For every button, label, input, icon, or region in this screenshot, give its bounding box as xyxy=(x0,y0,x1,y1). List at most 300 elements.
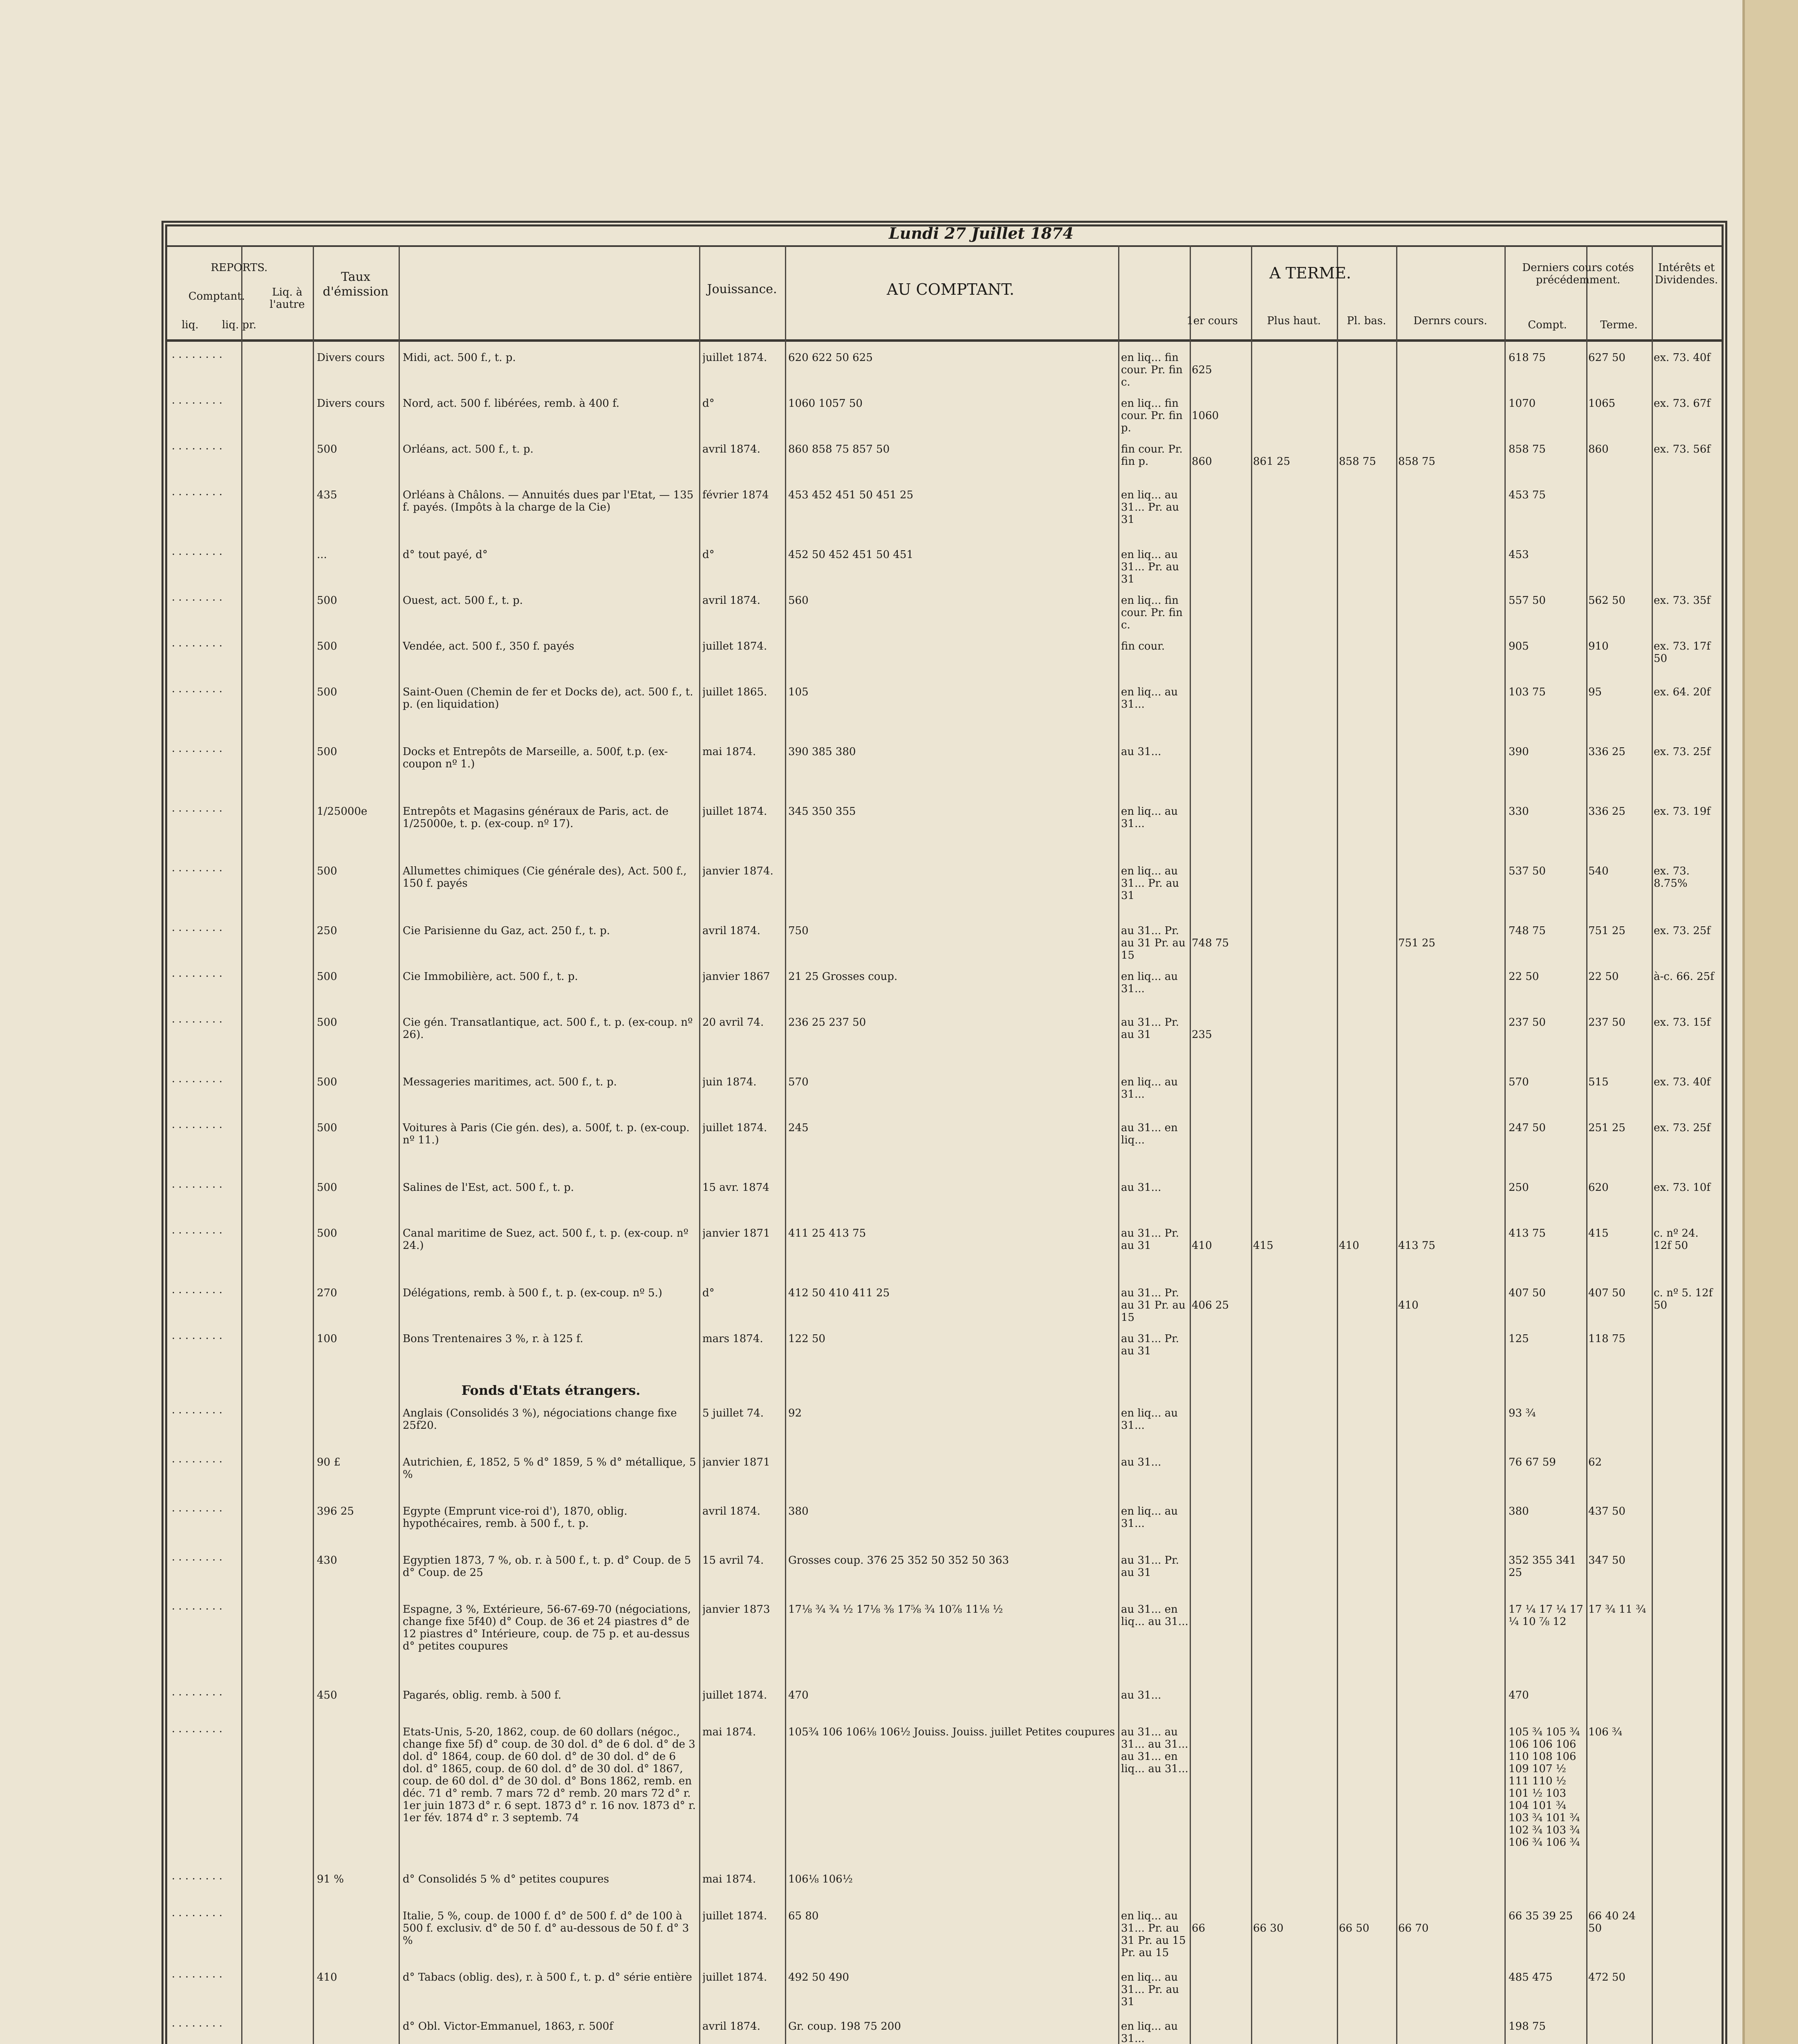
security-name: Nord, act. 500 f. libérées, remb. à 400 f. xyxy=(403,397,620,410)
premier-cours-cell: 625 xyxy=(1192,364,1212,376)
jouissance-cell: d° xyxy=(702,1287,715,1299)
header-liq-autre: Liq. à l'autre xyxy=(269,286,305,311)
comptant-cell: 470 xyxy=(788,1689,809,1701)
dividend-cell: c. nº 24. 12f 50 xyxy=(1654,1227,1699,1252)
prev-terme-cell: 860 xyxy=(1588,443,1609,455)
header-pl-bas: Pl. bas. xyxy=(1347,315,1386,327)
jouissance-cell: janvier 1871 xyxy=(702,1456,770,1468)
terme-label: en liq... fin cour. Pr. fin c. xyxy=(1121,352,1183,388)
terme-label: en liq... au 31... xyxy=(1121,1505,1178,1530)
prev-terme-cell: 472 50 xyxy=(1588,1971,1625,1983)
prev-comptant-cell: 330 xyxy=(1509,805,1529,818)
reports-dots: · · · · · · · · xyxy=(172,1181,222,1194)
reports-dots: · · · · · · · · xyxy=(172,1076,222,1088)
security-name: Anglais (Consolidés 3 %), négociations change fixe 25f20. xyxy=(403,1407,677,1432)
prev-terme-cell: 1065 xyxy=(1588,397,1616,410)
comptant-cell: 105¾ 106 106⅛ 106½ Jouiss. Jouiss. juillet Petites coupures xyxy=(788,1726,1115,1738)
reports-dots: · · · · · · · · xyxy=(172,1554,222,1567)
column-divider xyxy=(313,245,314,2044)
jouissance-cell: juillet 1874. xyxy=(702,805,767,818)
terme-label: au 31... xyxy=(1121,1181,1161,1194)
prev-terme-cell: 407 50 xyxy=(1588,1287,1625,1299)
taux-cell: 500 xyxy=(317,1122,337,1134)
taux-cell: 250 xyxy=(317,925,337,937)
terme-label: en liq... au 31... Pr. au 31 xyxy=(1121,1971,1179,2008)
premier-cours-cell: 410 xyxy=(1192,1239,1212,1252)
prev-terme-cell: 627 50 xyxy=(1588,352,1625,364)
prev-terme-cell: 106 ¾ xyxy=(1588,1726,1623,1738)
reports-dots: · · · · · · · · xyxy=(172,1910,222,1922)
comptant-cell: 17⅛ ¾ ¾ ½ 17⅛ ⅜ 17⅝ ¾ 10⅞ 11⅛ ½ xyxy=(788,1603,1003,1616)
jouissance-cell: janvier 1873 xyxy=(702,1603,770,1616)
jouissance-cell: avril 1874. xyxy=(702,443,760,455)
prev-comptant-cell: 76 67 59 xyxy=(1509,1456,1556,1468)
prev-terme-cell: 22 50 xyxy=(1588,970,1619,983)
taux-cell: 91 % xyxy=(317,1873,344,1885)
dividend-cell: ex. 73. 25f xyxy=(1654,925,1711,937)
jouissance-cell: janvier 1871 xyxy=(702,1227,770,1239)
security-name: Salines de l'Est, act. 500 f., t. p. xyxy=(403,1181,574,1194)
plus-bas-cell: 858 75 xyxy=(1339,455,1376,468)
jouissance-cell: juillet 1874. xyxy=(702,352,767,364)
taux-cell: 500 xyxy=(317,686,337,698)
header-au-comptant: AU COMPTANT. xyxy=(886,280,1015,298)
taux-cell: 430 xyxy=(317,1554,337,1567)
dividend-cell: ex. 64. 20f xyxy=(1654,686,1711,698)
security-name: d° tout payé, d° xyxy=(403,549,488,561)
taux-cell: 396 25 xyxy=(317,1505,354,1517)
prev-terme-cell: 540 xyxy=(1588,865,1609,877)
jouissance-cell: mai 1874. xyxy=(702,746,756,758)
taux-cell: ... xyxy=(317,549,327,561)
security-name: Egyptien 1873, 7 %, ob. r. à 500 f., t. p. d° Coup. de 5 d° Coup. de 25 xyxy=(403,1554,691,1579)
prev-comptant-cell: 17 ¼ 17 ¼ 17 ¼ 10 ⅞ 12 xyxy=(1509,1603,1583,1628)
dividend-cell: ex. 73. 25f xyxy=(1654,746,1711,758)
terme-label: fin cour. Pr. fin p. xyxy=(1121,443,1183,468)
taux-cell: 500 xyxy=(317,594,337,607)
security-name: Midi, act. 500 f., t. p. xyxy=(403,352,516,364)
prev-terme-cell: 437 50 xyxy=(1588,1505,1625,1517)
plus-bas-cell: 66 50 xyxy=(1339,1922,1370,1934)
reports-dots: · · · · · · · · xyxy=(172,397,222,410)
taux-cell: 100 xyxy=(317,1333,337,1345)
prev-comptant-cell: 1070 xyxy=(1509,397,1536,410)
reports-dots: · · · · · · · · xyxy=(172,1873,222,1885)
terme-label: au 31... Pr. au 31 xyxy=(1121,1333,1179,1357)
prev-comptant-cell: 618 75 xyxy=(1509,352,1546,364)
plus-bas-cell: 410 xyxy=(1339,1239,1359,1252)
security-name: Orléans, act. 500 f., t. p. xyxy=(403,443,534,455)
terme-label: au 31... en liq... au 31... xyxy=(1121,1603,1188,1628)
prev-comptant-cell: 125 xyxy=(1509,1333,1529,1345)
terme-label: en liq... au 31... xyxy=(1121,1407,1178,1432)
taux-cell: 500 xyxy=(317,970,337,983)
comptant-cell: 453 452 451 50 451 25 xyxy=(788,489,913,501)
jouissance-cell: 15 avr. 1874 xyxy=(702,1181,769,1194)
header-dernier-cours: Dernrs cours. xyxy=(1413,315,1487,327)
terme-label: au 31... xyxy=(1121,746,1161,758)
reports-dots: · · · · · · · · xyxy=(172,352,222,364)
header-comptant: Comptant. xyxy=(188,290,245,303)
comptant-cell: Grosses coup. 376 25 352 50 352 50 363 xyxy=(788,1554,1009,1567)
prev-comptant-cell: 198 75 xyxy=(1509,2020,1546,2033)
prev-comptant-cell: 22 50 xyxy=(1509,970,1539,983)
prev-comptant-cell: 352 355 341 25 xyxy=(1509,1554,1576,1579)
prev-comptant-cell: 407 50 xyxy=(1509,1287,1546,1299)
comptant-cell: 560 xyxy=(788,594,809,607)
header-plus-haut: Plus haut. xyxy=(1267,315,1321,327)
reports-dots: · · · · · · · · xyxy=(172,1122,222,1134)
jouissance-cell: mai 1874. xyxy=(702,1873,756,1885)
taux-cell: 90 £ xyxy=(317,1456,341,1468)
terme-label: en liq... fin cour. Pr. fin p. xyxy=(1121,397,1183,434)
dernier-cours-cell: 66 70 xyxy=(1398,1922,1429,1934)
jouissance-cell: avril 1874. xyxy=(702,2020,760,2033)
taux-cell: Divers cours xyxy=(317,352,385,364)
prev-terme-cell: 347 50 xyxy=(1588,1554,1625,1567)
jouissance-cell: juillet 1874. xyxy=(702,1689,767,1701)
security-name: d° Consolidés 5 % d° petites coupures xyxy=(403,1873,609,1885)
prev-terme-cell: 336 25 xyxy=(1588,746,1625,758)
reports-dots: · · · · · · · · xyxy=(172,1505,222,1517)
reports-dots: · · · · · · · · xyxy=(172,1227,222,1239)
reports-dots: · · · · · · · · xyxy=(172,2020,222,2033)
dividend-cell: ex. 73. 10f xyxy=(1654,1181,1711,1194)
prev-comptant-cell: 453 xyxy=(1509,549,1529,561)
security-name: Délégations, remb. à 500 f., t. p. (ex-coup. nº 5.) xyxy=(403,1287,662,1299)
security-name: d° Tabacs (oblig. des), r. à 500 f., t. p. d° série entière xyxy=(403,1971,692,1983)
reports-dots: · · · · · · · · xyxy=(172,640,222,652)
premier-cours-cell: 1060 xyxy=(1192,410,1219,422)
column-divider xyxy=(1652,245,1653,2044)
jouissance-cell: juillet 1874. xyxy=(702,1971,767,1983)
header-derniers-cours: Derniers cours cotés précédemment. xyxy=(1522,262,1634,286)
taux-cell: 500 xyxy=(317,1181,337,1194)
terme-label: au 31... Pr. au 31 xyxy=(1121,1554,1179,1579)
jouissance-cell: avril 1874. xyxy=(702,594,760,607)
prev-terme-cell: 515 xyxy=(1588,1076,1609,1088)
comptant-cell: 21 25 Grosses coup. xyxy=(788,970,898,983)
terme-label: fin cour. xyxy=(1121,640,1165,652)
comptant-cell: 65 80 xyxy=(788,1910,819,1922)
dernier-cours-cell: 858 75 xyxy=(1398,455,1435,468)
security-name: d° Obl. Victor-Emmanuel, 1863, r. 500f xyxy=(403,2020,613,2033)
taux-cell: 1/25000e xyxy=(317,805,368,818)
reports-dots: · · · · · · · · xyxy=(172,443,222,455)
security-name: Etats-Unis, 5-20, 1862, coup. de 60 dollars (négoc., change fixe 5f) d° coup. de 30 dol. d° de 6 dol. d° de 3 dol. d° 1864, coup. de 60 dol. d° de 30 dol. d° de 6 dol. d° 1865, coup. de 60 dol. d° de 30 dol. d° 1867, coup. de 60 dol. d° de 30 dol. d° Bons 1862, remb. en déc. 71 d° remb. 7 mars 72 d° remb. 20 mars 72 d° r. 1er juin 1873 d° r. 6 sept. 1873 d° r. 16 nov. 1873 d° r. 1er fév. 1874 d° r. 3 septemb. 74 xyxy=(403,1726,696,1824)
jouissance-cell: mars 1874. xyxy=(702,1333,763,1345)
terme-label: en liq... au 31... xyxy=(1121,805,1178,830)
taux-cell: 500 xyxy=(317,865,337,877)
prev-terme-cell: 620 xyxy=(1588,1181,1609,1194)
prev-comptant-cell: 557 50 xyxy=(1509,594,1546,607)
header-bottom-rule xyxy=(167,339,1722,342)
column-divider xyxy=(241,245,242,2044)
terme-label: au 31... xyxy=(1121,1456,1161,1468)
comptant-cell: Gr. coup. 198 75 200 xyxy=(788,2020,901,2033)
jouissance-cell: mai 1874. xyxy=(702,1726,756,1738)
prev-comptant-cell: 93 ¾ xyxy=(1509,1407,1536,1419)
terme-label: au 31... Pr. au 31 Pr. au 15 xyxy=(1121,1287,1186,1324)
comptant-cell: 390 385 380 xyxy=(788,746,856,758)
premier-cours-cell: 235 xyxy=(1192,1029,1212,1041)
terme-label: en liq... au 31... Pr. au 31 xyxy=(1121,549,1179,585)
reports-dots: · · · · · · · · xyxy=(172,489,222,501)
security-name: Voitures à Paris (Cie gén. des), a. 500f, t. p. (ex-coup. nº 11.) xyxy=(403,1122,690,1146)
prev-comptant-cell: 470 xyxy=(1509,1689,1529,1701)
comptant-cell: 1060 1057 50 xyxy=(788,397,863,410)
header-interets: Intérêts et Dividendes. xyxy=(1655,262,1718,286)
reports-dots: · · · · · · · · xyxy=(172,746,222,758)
column-divider xyxy=(1396,245,1397,2044)
security-name: Canal maritime de Suez, act. 500 f., t. p. (ex-coup. nº 24.) xyxy=(403,1227,688,1252)
prev-comptant-cell: 390 xyxy=(1509,746,1529,758)
prev-terme-cell: 118 75 xyxy=(1588,1333,1625,1345)
terme-label: au 31... Pr. au 31 xyxy=(1121,1227,1179,1252)
reports-dots: · · · · · · · · xyxy=(172,594,222,607)
terme-label: en liq... au 31... Pr. au 31 Pr. au 15 Pr. au 15 xyxy=(1121,1910,1186,1959)
taux-cell: 500 xyxy=(317,1076,337,1088)
prev-terme-cell: 751 25 xyxy=(1588,925,1625,937)
prev-comptant-cell: 537 50 xyxy=(1509,865,1546,877)
dividend-cell: à-c. 66. 25f xyxy=(1654,970,1714,983)
dernier-cours-cell: 413 75 xyxy=(1398,1239,1435,1252)
plus-haut-cell: 861 25 xyxy=(1253,455,1290,468)
plus-haut-cell: 66 30 xyxy=(1253,1922,1284,1934)
prev-terme-cell: 336 25 xyxy=(1588,805,1625,818)
column-divider xyxy=(785,245,786,2044)
prev-comptant-cell: 237 50 xyxy=(1509,1016,1546,1029)
taux-cell: 500 xyxy=(317,1016,337,1029)
column-divider xyxy=(1337,245,1338,2044)
dernier-cours-cell: 410 xyxy=(1398,1299,1419,1311)
security-name: Ouest, act. 500 f., t. p. xyxy=(403,594,523,607)
header-premier-cours: 1er cours xyxy=(1186,315,1238,327)
jouissance-cell: juillet 1874. xyxy=(702,1122,767,1134)
prev-terme-cell: 237 50 xyxy=(1588,1016,1625,1029)
reports-dots: · · · · · · · · xyxy=(172,805,222,818)
column-divider xyxy=(1251,245,1252,2044)
taux-cell: 500 xyxy=(317,746,337,758)
prev-terme-cell: 66 40 24 50 xyxy=(1588,1910,1636,1934)
taux-cell: 270 xyxy=(317,1287,337,1299)
comptant-cell: 105 xyxy=(788,686,809,698)
reports-dots: · · · · · · · · xyxy=(172,1971,222,1983)
prev-comptant-cell: 748 75 xyxy=(1509,925,1546,937)
comptant-cell: 106⅛ 106½ xyxy=(788,1873,853,1885)
dividend-cell: c. nº 5. 12f 50 xyxy=(1654,1287,1713,1311)
prev-comptant-cell: 858 75 xyxy=(1509,443,1546,455)
adjacent-page-edge xyxy=(1742,0,1798,2044)
terme-label: au 31... au 31... au 31... au 31... en liq... au 31... xyxy=(1121,1726,1188,1775)
jouissance-cell: juin 1874. xyxy=(702,1076,757,1088)
comptant-cell: 452 50 452 451 50 451 xyxy=(788,549,913,561)
prev-comptant-cell: 570 xyxy=(1509,1076,1529,1088)
column-divider xyxy=(1118,245,1119,2044)
comptant-cell: 750 xyxy=(788,925,809,937)
taux-cell: 500 xyxy=(317,640,337,652)
terme-label: au 31... xyxy=(1121,1689,1161,1701)
comptant-cell: 620 622 50 625 xyxy=(788,352,873,364)
prev-comptant-cell: 250 xyxy=(1509,1181,1529,1194)
prev-terme-cell: 415 xyxy=(1588,1227,1609,1239)
jouissance-cell: 20 avril 74. xyxy=(702,1016,764,1029)
jouissance-cell: janvier 1867 xyxy=(702,970,770,983)
terme-label: au 31... en liq... xyxy=(1121,1122,1178,1146)
dividend-cell: ex. 73. 17f 50 xyxy=(1654,640,1711,665)
reports-dots: · · · · · · · · xyxy=(172,865,222,877)
header-taux: Taux d'émission xyxy=(323,270,389,299)
security-name: Allumettes chimiques (Cie générale des), Act. 500 f., 150 f. payés xyxy=(403,865,687,890)
header-terme: Terme. xyxy=(1600,319,1638,331)
terme-label: en liq... au 31... Pr. au 31 xyxy=(1121,865,1179,902)
jouissance-cell: 5 juillet 74. xyxy=(702,1407,764,1419)
terme-label: en liq... au 31... xyxy=(1121,686,1178,710)
terme-label: au 31... Pr. au 31 xyxy=(1121,1016,1179,1041)
header-liq-pr: liq. pr. xyxy=(222,319,257,331)
security-name: Vendée, act. 500 f., 350 f. payés xyxy=(403,640,574,652)
column-divider xyxy=(399,245,400,2044)
dividend-cell: ex. 73. 56f xyxy=(1654,443,1711,455)
security-name: Orléans à Châlons. — Annuités dues par l'Etat, — 135 f. payés. (Impôts à la charge de la Cie) xyxy=(403,489,694,513)
terme-label: en liq... au 31... xyxy=(1121,970,1178,995)
comptant-cell: 570 xyxy=(788,1076,809,1088)
security-name: Cie Parisienne du Gaz, act. 250 f., t. p. xyxy=(403,925,610,937)
taux-cell: 500 xyxy=(317,443,337,455)
dividend-cell: ex. 73. 40f xyxy=(1654,1076,1711,1088)
reports-dots: · · · · · · · · xyxy=(172,686,222,698)
terme-label: en liq... au 31... xyxy=(1121,1076,1178,1100)
premier-cours-cell: 860 xyxy=(1192,455,1212,468)
terme-label: en liq... au 31... Pr. au 31 xyxy=(1121,489,1179,526)
jouissance-cell: avril 1874. xyxy=(702,1505,760,1517)
comptant-cell: 380 xyxy=(788,1505,809,1517)
premier-cours-cell: 748 75 xyxy=(1192,937,1229,949)
reports-dots: · · · · · · · · xyxy=(172,1016,222,1029)
reports-dots: · · · · · · · · xyxy=(172,1333,222,1345)
security-name: Egypte (Emprunt vice-roi d'), 1870, oblig. hypothécaires, remb. à 500 f., t. p. xyxy=(403,1505,628,1530)
section-foreign-funds: Fonds d'Etats étrangers. xyxy=(461,1383,641,1398)
security-name: Saint-Ouen (Chemin de fer et Docks de), act. 500 f., t. p. (en liquidation) xyxy=(403,686,693,710)
column-divider xyxy=(1586,245,1587,2044)
jouissance-cell: janvier 1874. xyxy=(702,865,773,877)
jouissance-cell: 15 avril 74. xyxy=(702,1554,764,1567)
security-name: Bons Trentenaires 3 %, r. à 125 f. xyxy=(403,1333,583,1345)
reports-dots: · · · · · · · · xyxy=(172,1407,222,1419)
reports-dots: · · · · · · · · xyxy=(172,1456,222,1468)
security-name: Italie, 5 %, coup. de 1000 f. d° de 500 f. d° de 100 à 500 f. exclusiv. d° de 50 f. d° au-dessous de 50 f. d° 3 % xyxy=(403,1910,689,1947)
dividend-cell: ex. 73. 19f xyxy=(1654,805,1711,818)
comptant-cell: 411 25 413 75 xyxy=(788,1227,866,1239)
prev-terme-cell: 62 xyxy=(1588,1456,1602,1468)
premier-cours-cell: 406 25 xyxy=(1192,1299,1229,1311)
security-name: Docks et Entrepôts de Marseille, a. 500f, t.p. (ex-coupon nº 1.) xyxy=(403,746,668,770)
jouissance-cell: d° xyxy=(702,549,715,561)
dividend-cell: ex. 73. 8.75% xyxy=(1654,865,1690,890)
security-name: Pagarés, oblig. remb. à 500 f. xyxy=(403,1689,562,1701)
jouissance-cell: avril 1874. xyxy=(702,925,760,937)
header-a-terme: A TERME. xyxy=(1269,264,1351,282)
taux-cell: 410 xyxy=(317,1971,337,1983)
comptant-cell: 412 50 410 411 25 xyxy=(788,1287,890,1299)
prev-comptant-cell: 247 50 xyxy=(1509,1122,1546,1134)
dividend-cell: ex. 73. 25f xyxy=(1654,1122,1711,1134)
prev-terme-cell: 562 50 xyxy=(1588,594,1625,607)
plus-haut-cell: 415 xyxy=(1253,1239,1273,1252)
prev-terme-cell: 95 xyxy=(1588,686,1602,698)
dividend-cell: ex. 73. 40f xyxy=(1654,352,1711,364)
header-top-rule xyxy=(167,245,1722,247)
column-divider xyxy=(1190,245,1191,2044)
reports-dots: · · · · · · · · xyxy=(172,925,222,937)
prev-comptant-cell: 105 ¾ 105 ¾ 106 106 106 110 108 106 109 107 ½ 111 110 ½ 101 ½ 103 104 101 ¾ 103 ¾ 101 ¾ 102 ¾ 103 ¾ 106 ¾ 106 ¾ xyxy=(1509,1726,1580,1849)
jouissance-cell: juillet 1865. xyxy=(702,686,767,698)
prev-terme-cell: 251 25 xyxy=(1588,1122,1625,1134)
prev-terme-cell: 910 xyxy=(1588,640,1609,652)
taux-cell: 450 xyxy=(317,1689,337,1701)
security-name: Autrichien, £, 1852, 5 % d° 1859, 5 % d° métallique, 5 % xyxy=(403,1456,696,1481)
taux-cell: 435 xyxy=(317,489,337,501)
column-divider xyxy=(1504,245,1506,2044)
reports-dots: · · · · · · · · xyxy=(172,1287,222,1299)
taux-cell: Divers cours xyxy=(317,397,385,410)
terme-label: au 31... Pr. au 31 Pr. au 15 xyxy=(1121,925,1186,961)
dividend-cell: ex. 73. 15f xyxy=(1654,1016,1711,1029)
prev-comptant-cell: 453 75 xyxy=(1509,489,1546,501)
terme-label: en liq... fin cour. Pr. fin c. xyxy=(1121,594,1183,631)
page-date: Lundi 27 Juillet 1874 xyxy=(889,224,1074,242)
prev-comptant-cell: 66 35 39 25 xyxy=(1509,1910,1573,1922)
security-name: Messageries maritimes, act. 500 f., t. p. xyxy=(403,1076,617,1088)
comptant-cell: 492 50 490 xyxy=(788,1971,849,1983)
column-divider xyxy=(699,245,700,2044)
header-reports: REPORTS. xyxy=(211,262,268,274)
prev-comptant-cell: 103 75 xyxy=(1509,686,1546,698)
terme-label: en liq... au 31... xyxy=(1121,2020,1178,2044)
prev-comptant-cell: 380 xyxy=(1509,1505,1529,1517)
reports-dots: · · · · · · · · xyxy=(172,1689,222,1701)
premier-cours-cell: 66 xyxy=(1192,1922,1206,1934)
security-name: Entrepôts et Magasins généraux de Paris, act. de 1/25000e, t. p. (ex-coup. nº 17). xyxy=(403,805,669,830)
dividend-cell: ex. 73. 35f xyxy=(1654,594,1711,607)
reports-dots: · · · · · · · · xyxy=(172,1603,222,1616)
reports-dots: · · · · · · · · xyxy=(172,970,222,983)
security-name: Cie gén. Transatlantique, act. 500 f., t. p. (ex-coup. nº 26). xyxy=(403,1016,693,1041)
taux-cell: 500 xyxy=(317,1227,337,1239)
comptant-cell: 122 50 xyxy=(788,1333,825,1345)
jouissance-cell: juillet 1874. xyxy=(702,640,767,652)
header-jouissance: Jouissance. xyxy=(707,282,777,296)
comptant-cell: 92 xyxy=(788,1407,802,1419)
header-liq: liq. xyxy=(182,319,199,331)
reports-dots: · · · · · · · · xyxy=(172,1726,222,1738)
jouissance-cell: d° xyxy=(702,397,715,410)
jouissance-cell: juillet 1874. xyxy=(702,1910,767,1922)
comptant-cell: 860 858 75 857 50 xyxy=(788,443,890,455)
dernier-cours-cell: 751 25 xyxy=(1398,937,1435,949)
prev-comptant-cell: 905 xyxy=(1509,640,1529,652)
dividend-cell: ex. 73. 67f xyxy=(1654,397,1711,410)
comptant-cell: 236 25 237 50 xyxy=(788,1016,866,1029)
prev-comptant-cell: 485 475 xyxy=(1509,1971,1553,1983)
reports-dots: · · · · · · · · xyxy=(172,549,222,561)
prev-comptant-cell: 413 75 xyxy=(1509,1227,1546,1239)
header-compt: Compt. xyxy=(1528,319,1567,331)
security-name: Cie Immobilière, act. 500 f., t. p. xyxy=(403,970,578,983)
security-name: Espagne, 3 %, Extérieure, 56-67-69-70 (négociations, change fixe 5f40) d° Coup. de 36 et 24 piastres d° de 12 piastres d° Intérieure, coup. de 75 p. et au-dessus d° petites coupures xyxy=(403,1603,691,1652)
jouissance-cell: février 1874 xyxy=(702,489,769,501)
prev-terme-cell: 17 ¾ 11 ¾ xyxy=(1588,1603,1646,1616)
